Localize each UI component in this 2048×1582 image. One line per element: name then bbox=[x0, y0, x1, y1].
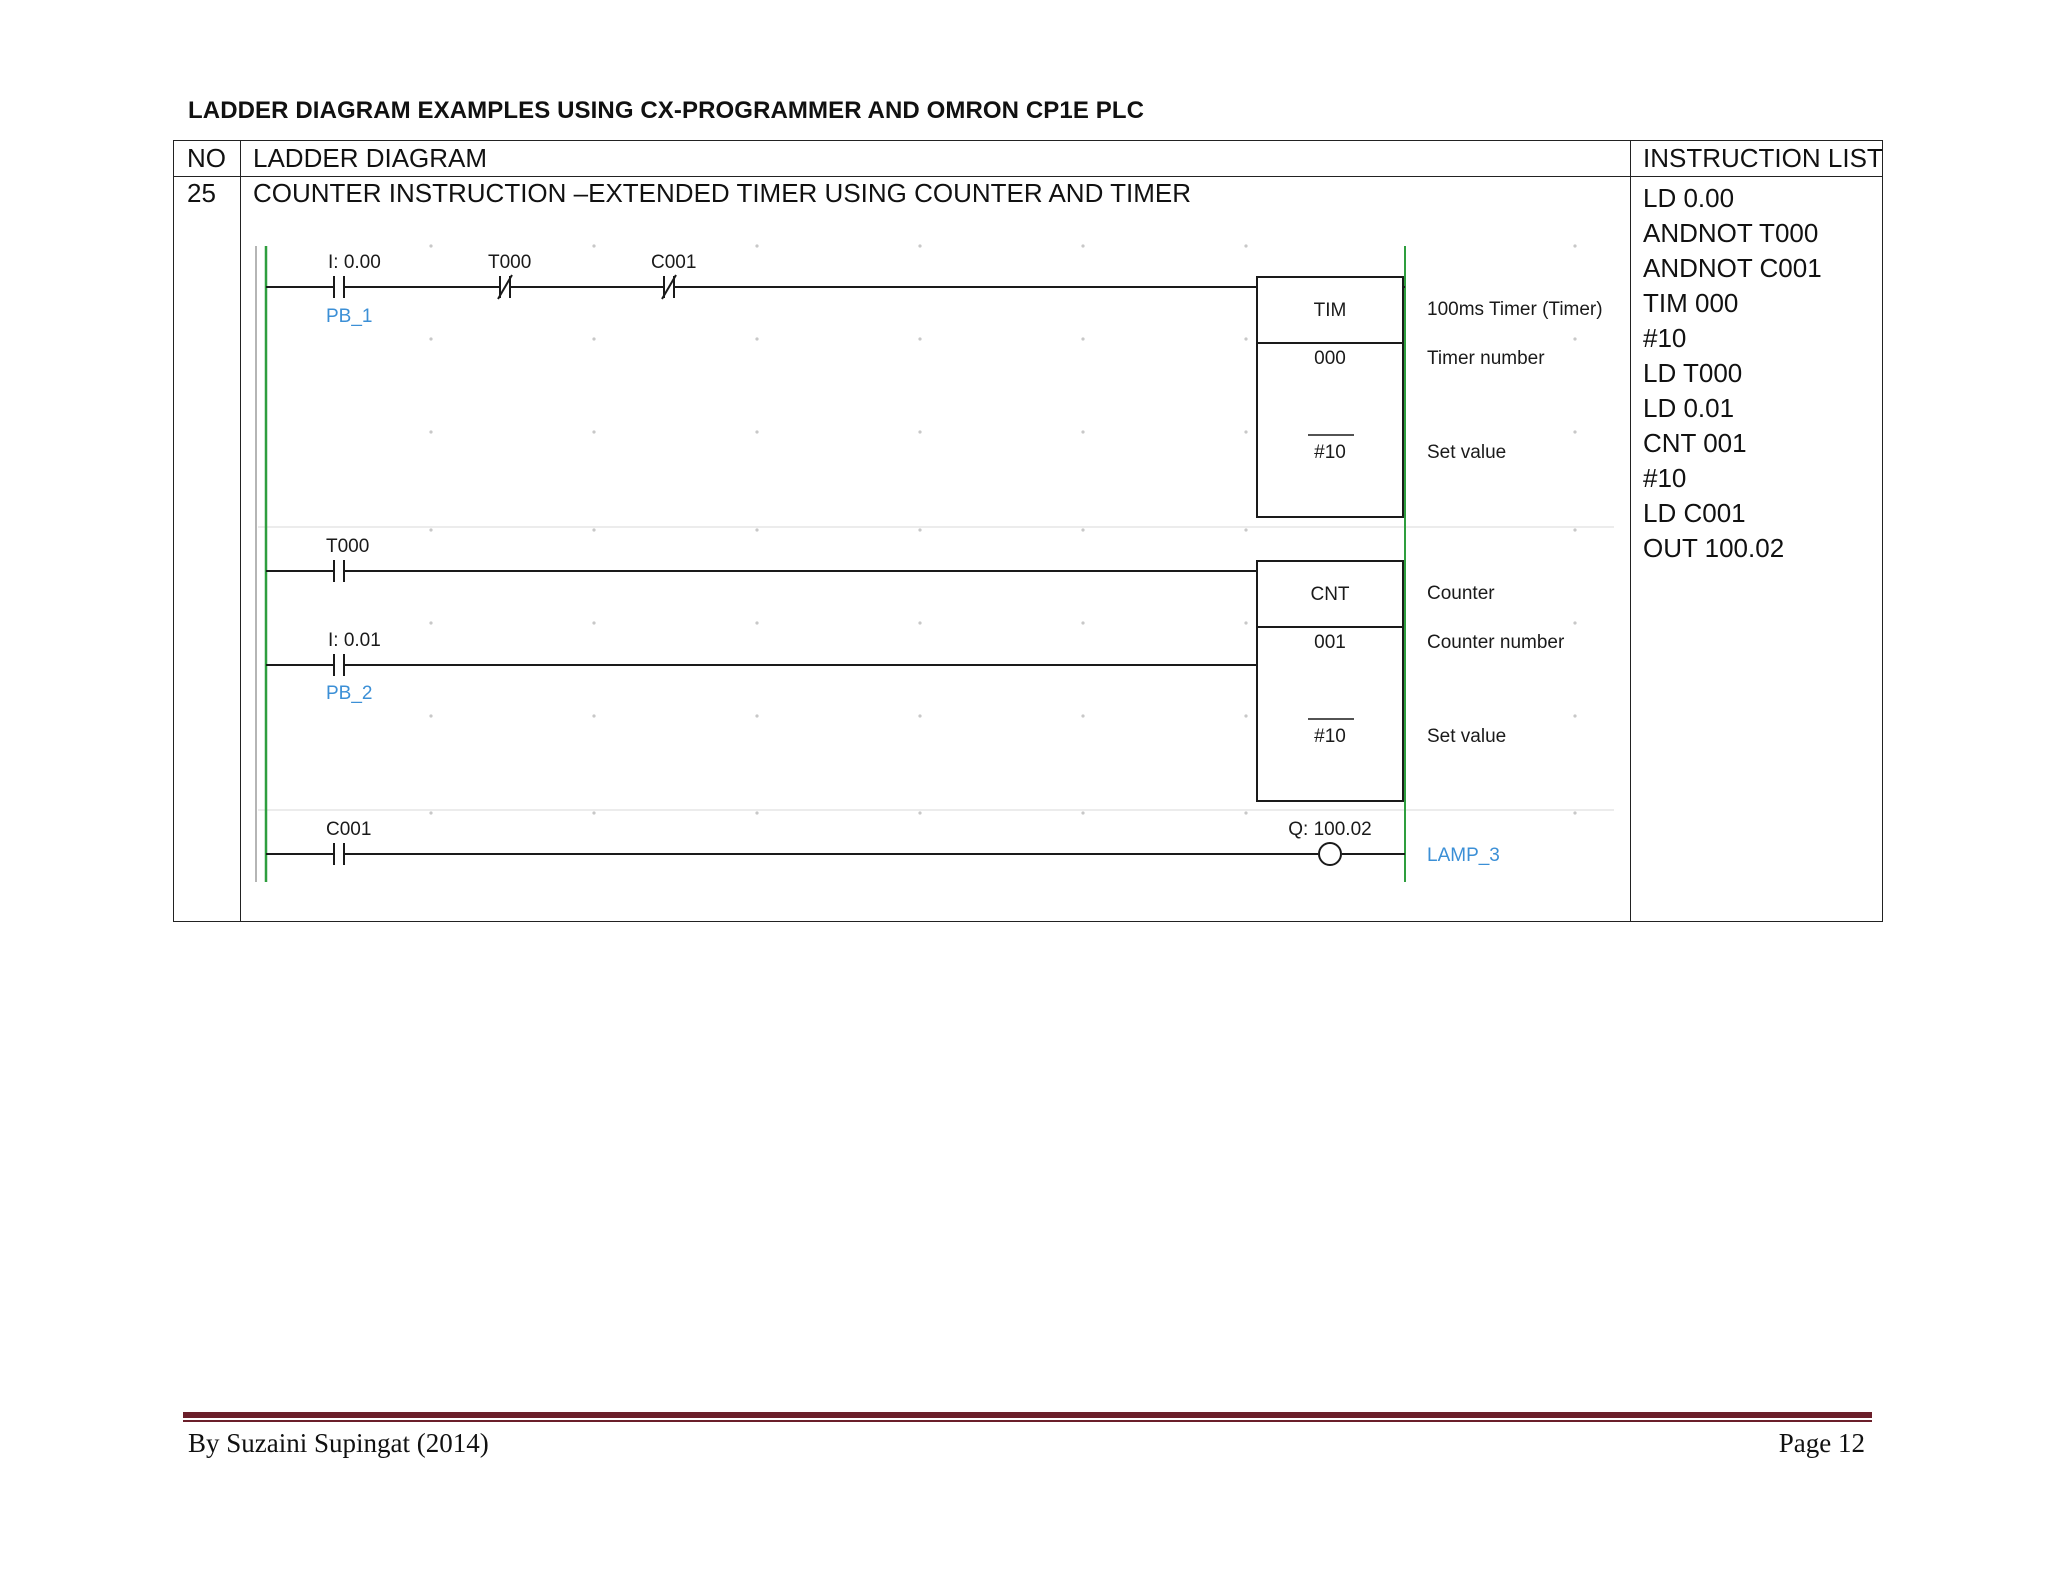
header-instruction-list: INSTRUCTION LIST bbox=[1643, 143, 1883, 173]
grid-dot bbox=[429, 621, 432, 624]
grid-dot bbox=[1573, 244, 1576, 247]
label-input-0-01: I: 0.01 bbox=[328, 630, 381, 651]
instruction-line: ANDNOT C001 bbox=[1643, 253, 1822, 283]
grid-dot bbox=[592, 811, 595, 814]
cnt-comment-set: Set value bbox=[1427, 726, 1507, 747]
label-input-0-00: I: 0.00 bbox=[328, 252, 381, 273]
instruction-line: LD T000 bbox=[1643, 358, 1743, 388]
grid-dot bbox=[1244, 621, 1247, 624]
header-no: NO bbox=[187, 143, 226, 173]
grid-dot bbox=[429, 337, 432, 340]
footer-rule bbox=[183, 1412, 1872, 1418]
grid-dot bbox=[918, 337, 921, 340]
grid-dot bbox=[592, 621, 595, 624]
instruction-line: LD 0.00 bbox=[1643, 183, 1735, 213]
label-c001-rung3: C001 bbox=[326, 819, 372, 840]
grid-dot bbox=[1081, 621, 1084, 624]
grid-dot bbox=[1244, 337, 1247, 340]
grid-dot bbox=[755, 244, 758, 247]
header-ladder-diagram: LADDER DIAGRAM bbox=[253, 143, 488, 173]
grid-dot bbox=[918, 244, 921, 247]
grid-dot bbox=[592, 430, 595, 433]
grid-dot bbox=[918, 714, 921, 717]
footer-page-number: Page 12 bbox=[1778, 1428, 1865, 1458]
footer-author: By Suzaini Supingat (2014) bbox=[188, 1428, 489, 1458]
grid-dot bbox=[429, 244, 432, 247]
instruction-line: LD C001 bbox=[1643, 498, 1746, 528]
grid-dot bbox=[918, 811, 921, 814]
grid-dot bbox=[755, 811, 758, 814]
grid-dot bbox=[1081, 337, 1084, 340]
grid-dot bbox=[429, 430, 432, 433]
grid-dot bbox=[918, 528, 921, 531]
cnt-comment-number: Counter number bbox=[1427, 632, 1565, 653]
output-comment-lamp-3: LAMP_3 bbox=[1427, 845, 1500, 866]
comment-pb-1: PB_1 bbox=[326, 306, 373, 327]
grid-dot bbox=[1244, 430, 1247, 433]
grid-dot bbox=[429, 811, 432, 814]
grid-dot bbox=[1573, 430, 1576, 433]
instruction-line: #10 bbox=[1643, 323, 1687, 353]
grid-dot bbox=[1081, 430, 1084, 433]
grid-dot bbox=[1573, 337, 1576, 340]
tim-block-set-value: #10 bbox=[1314, 442, 1346, 463]
ladder-diagram bbox=[244, 240, 1624, 890]
grid-dot bbox=[918, 621, 921, 624]
grid-dot bbox=[429, 714, 432, 717]
grid-dot bbox=[592, 528, 595, 531]
rung-1 bbox=[266, 275, 1405, 517]
row-number: 25 bbox=[187, 178, 216, 208]
grid-dot bbox=[1573, 528, 1576, 531]
label-t000: T000 bbox=[488, 252, 532, 273]
instruction-line: TIM 000 bbox=[1643, 288, 1739, 318]
instruction-line: CNT 001 bbox=[1643, 428, 1747, 458]
grid-dot bbox=[755, 528, 758, 531]
grid-dot bbox=[918, 430, 921, 433]
label-t000-rung2: T000 bbox=[326, 536, 370, 557]
comment-pb-2: PB_2 bbox=[326, 683, 373, 704]
cnt-block-set-value: #10 bbox=[1314, 726, 1346, 747]
grid-dot bbox=[592, 244, 595, 247]
tim-block-name: TIM bbox=[1313, 300, 1347, 321]
column-divider bbox=[1630, 141, 1631, 921]
cnt-block-name: CNT bbox=[1310, 584, 1350, 605]
grid-dot bbox=[592, 337, 595, 340]
tim-comment-number: Timer number bbox=[1427, 348, 1545, 369]
instruction-line: LD 0.01 bbox=[1643, 393, 1735, 423]
instruction-line: ANDNOT T000 bbox=[1643, 218, 1819, 248]
instruction-list bbox=[1643, 181, 1822, 566]
grid-dot bbox=[1081, 714, 1084, 717]
tim-block-number: 000 bbox=[1314, 348, 1346, 369]
column-divider bbox=[240, 141, 241, 921]
grid-dot bbox=[755, 714, 758, 717]
grid-dot bbox=[1573, 811, 1576, 814]
grid-dot bbox=[592, 714, 595, 717]
tim-comment-set: Set value bbox=[1427, 442, 1507, 463]
grid-dot bbox=[1244, 811, 1247, 814]
grid-dot bbox=[1081, 244, 1084, 247]
cnt-block-number: 001 bbox=[1314, 632, 1346, 653]
grid-dot bbox=[1573, 714, 1576, 717]
grid-dot bbox=[1244, 714, 1247, 717]
output-coil bbox=[1319, 843, 1341, 865]
document-title: LADDER DIAGRAM EXAMPLES USING CX-PROGRAMMER AND OMRON CP1E PLC bbox=[188, 97, 1145, 124]
instruction-line: #10 bbox=[1643, 463, 1687, 493]
label-c001: C001 bbox=[651, 252, 697, 273]
footer-rule-thin bbox=[183, 1420, 1872, 1422]
grid-dot bbox=[755, 430, 758, 433]
grid-dot bbox=[1573, 621, 1576, 624]
grid-dot bbox=[1081, 811, 1084, 814]
grid-dot bbox=[755, 337, 758, 340]
output-address: Q: 100.02 bbox=[1288, 819, 1372, 840]
rung-3 bbox=[266, 843, 1405, 865]
grid-dot bbox=[1244, 244, 1247, 247]
grid-dot bbox=[1081, 528, 1084, 531]
tim-comment-type: 100ms Timer (Timer) bbox=[1427, 299, 1603, 320]
grid-dot bbox=[1244, 528, 1247, 531]
rung-2 bbox=[266, 560, 1403, 801]
row-description: COUNTER INSTRUCTION –EXTENDED TIMER USING COUNTER AND TIMER bbox=[253, 178, 1191, 208]
cnt-comment-type: Counter bbox=[1427, 583, 1495, 604]
instruction-line: OUT 100.02 bbox=[1643, 533, 1785, 563]
grid-dot bbox=[429, 528, 432, 531]
header-divider bbox=[174, 176, 1882, 177]
grid-dot bbox=[755, 621, 758, 624]
